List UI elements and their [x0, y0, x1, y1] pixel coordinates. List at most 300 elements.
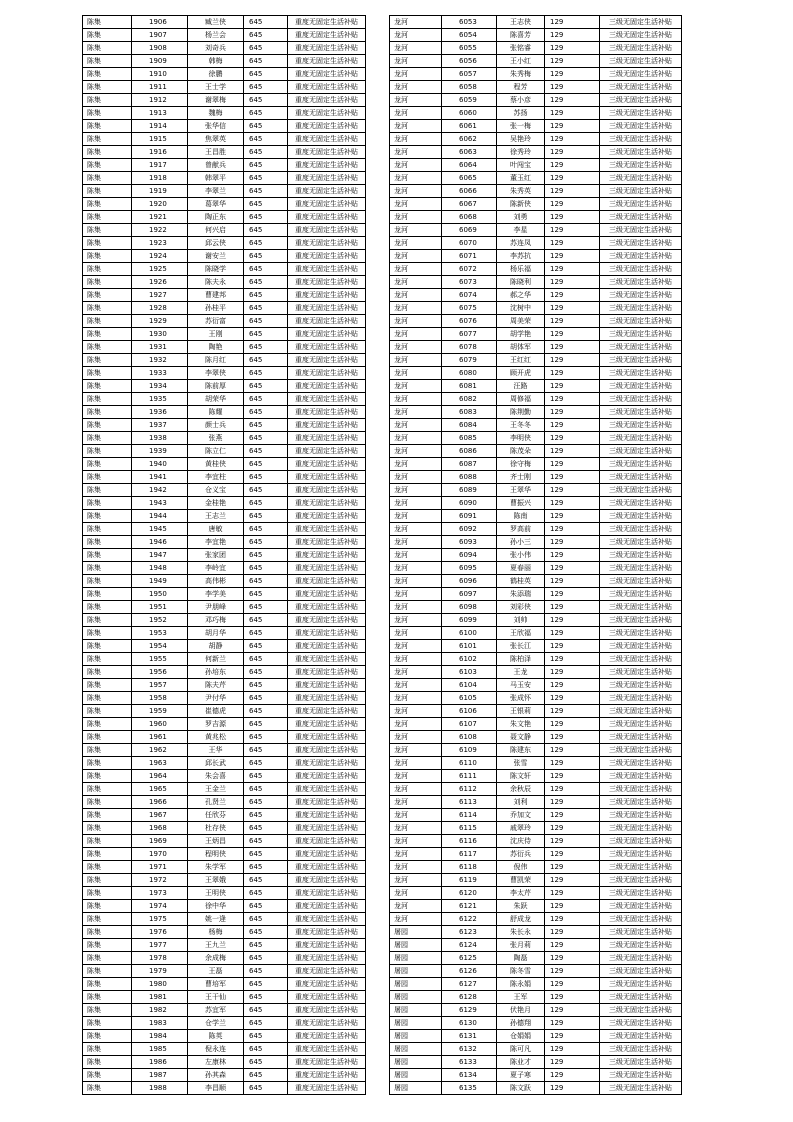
cell-subsidy-amount: 645: [244, 1056, 288, 1069]
cell-township: 龙河: [390, 601, 442, 614]
cell-person-name: 张月莉: [497, 939, 545, 952]
cell-record-number: 6064: [442, 159, 497, 172]
cell-township: 龙河: [390, 666, 442, 679]
cell-subsidy-type: 三级无固定生活补贴: [600, 965, 682, 978]
cell-township: 屠园: [390, 1069, 442, 1082]
cell-subsidy-type: 重度无固定生活补贴: [288, 601, 366, 614]
table-row: [390, 549, 682, 562]
cell-subsidy-type: 三级无固定生活补贴: [600, 640, 682, 653]
cell-subsidy-type: 重度无固定生活补贴: [288, 965, 366, 978]
cell-person-name: 陈文跃: [497, 1082, 545, 1095]
cell-subsidy-amount: 129: [545, 146, 600, 159]
table-row: [390, 770, 682, 783]
table-row: [83, 497, 366, 510]
cell-subsidy-amount: 645: [244, 952, 288, 965]
table-row: [390, 536, 682, 549]
cell-subsidy-type: 重度无固定生活补贴: [288, 224, 366, 237]
cell-subsidy-amount: 129: [545, 1030, 600, 1043]
cell-person-name: 朱文艳: [497, 718, 545, 731]
cell-township: 陈集: [83, 341, 132, 354]
table-row: [390, 445, 682, 458]
cell-subsidy-amount: 645: [244, 120, 288, 133]
cell-record-number: 6112: [442, 783, 497, 796]
cell-record-number: 1921: [132, 211, 188, 224]
cell-township: 陈集: [83, 1043, 132, 1056]
cell-subsidy-amount: 645: [244, 29, 288, 42]
cell-person-name: 刘勇: [497, 211, 545, 224]
cell-subsidy-amount: 129: [545, 510, 600, 523]
cell-subsidy-amount: 645: [244, 146, 288, 159]
cell-record-number: 1960: [132, 718, 188, 731]
cell-subsidy-amount: 645: [244, 81, 288, 94]
cell-record-number: 1962: [132, 744, 188, 757]
cell-subsidy-amount: 645: [244, 289, 288, 302]
cell-subsidy-amount: 645: [244, 367, 288, 380]
table-row: [83, 874, 366, 887]
cell-subsidy-amount: 129: [545, 900, 600, 913]
table-row: [390, 588, 682, 601]
cell-township: 陈集: [83, 406, 132, 419]
cell-person-name: 胡学艳: [497, 328, 545, 341]
table-row: [390, 562, 682, 575]
cell-subsidy-type: 重度无固定生活补贴: [288, 302, 366, 315]
table-row: [390, 1056, 682, 1069]
cell-person-name: 徐守梅: [497, 458, 545, 471]
cell-record-number: 6101: [442, 640, 497, 653]
cell-subsidy-type: 三级无固定生活补贴: [600, 289, 682, 302]
cell-subsidy-type: 重度无固定生活补贴: [288, 991, 366, 1004]
cell-township: 龙河: [390, 757, 442, 770]
cell-person-name: 王红红: [497, 354, 545, 367]
cell-subsidy-type: 三级无固定生活补贴: [600, 302, 682, 315]
cell-subsidy-amount: 129: [545, 68, 600, 81]
cell-township: 龙河: [390, 120, 442, 133]
table-row: [390, 666, 682, 679]
table-row: [390, 679, 682, 692]
cell-subsidy-amount: 129: [545, 315, 600, 328]
cell-record-number: 1923: [132, 237, 188, 250]
cell-subsidy-amount: 129: [545, 172, 600, 185]
cell-township: 陈集: [83, 731, 132, 744]
cell-subsidy-type: 三级无固定生活补贴: [600, 55, 682, 68]
cell-township: 龙河: [390, 172, 442, 185]
cell-township: 龙河: [390, 653, 442, 666]
cell-township: 陈集: [83, 653, 132, 666]
cell-subsidy-type: 三级无固定生活补贴: [600, 133, 682, 146]
cell-subsidy-type: 重度无固定生活补贴: [288, 874, 366, 887]
cell-township: 龙河: [390, 367, 442, 380]
cell-record-number: 6090: [442, 497, 497, 510]
cell-subsidy-amount: 129: [545, 419, 600, 432]
cell-township: 陈集: [83, 588, 132, 601]
cell-person-name: 蔡小彦: [497, 94, 545, 107]
cell-subsidy-amount: 645: [244, 276, 288, 289]
cell-person-name: 陈可凡: [497, 1043, 545, 1056]
cell-subsidy-amount: 129: [545, 757, 600, 770]
cell-subsidy-type: 重度无固定生活补贴: [288, 81, 366, 94]
cell-township: 龙河: [390, 809, 442, 822]
cell-subsidy-amount: 645: [244, 445, 288, 458]
cell-record-number: 6079: [442, 354, 497, 367]
table-row: [83, 822, 366, 835]
cell-person-name: 汪路: [497, 380, 545, 393]
cell-person-name: 张雪: [497, 757, 545, 770]
cell-person-name: 陈前厚: [188, 380, 244, 393]
cell-subsidy-type: 三级无固定生活补贴: [600, 718, 682, 731]
cell-record-number: 6118: [442, 861, 497, 874]
cell-subsidy-type: 三级无固定生活补贴: [600, 224, 682, 237]
cell-subsidy-type: 三级无固定生活补贴: [600, 796, 682, 809]
cell-subsidy-amount: 129: [545, 913, 600, 926]
cell-subsidy-amount: 645: [244, 601, 288, 614]
cell-record-number: 6085: [442, 432, 497, 445]
cell-subsidy-amount: 129: [545, 718, 600, 731]
cell-township: 陈集: [83, 133, 132, 146]
cell-subsidy-amount: 645: [244, 497, 288, 510]
cell-subsidy-type: 重度无固定生活补贴: [288, 341, 366, 354]
cell-subsidy-type: 重度无固定生活补贴: [288, 250, 366, 263]
cell-person-name: 崔德虎: [188, 705, 244, 718]
cell-record-number: 1956: [132, 666, 188, 679]
cell-township: 陈集: [83, 29, 132, 42]
cell-subsidy-type: 三级无固定生活补贴: [600, 445, 682, 458]
cell-record-number: 6057: [442, 68, 497, 81]
table-row: [390, 692, 682, 705]
cell-township: 龙河: [390, 913, 442, 926]
cell-subsidy-type: 三级无固定生活补贴: [600, 406, 682, 419]
cell-record-number: 1975: [132, 913, 188, 926]
cell-person-name: 戚翠玲: [497, 822, 545, 835]
table-row: [83, 354, 366, 367]
cell-subsidy-amount: 645: [244, 315, 288, 328]
cell-township: 陈集: [83, 861, 132, 874]
cell-person-name: 臧兰侠: [188, 16, 244, 29]
cell-subsidy-type: 三级无固定生活补贴: [600, 172, 682, 185]
cell-subsidy-type: 三级无固定生活补贴: [600, 484, 682, 497]
left-roster-body: [83, 16, 366, 1095]
table-row: [390, 848, 682, 861]
cell-township: 陈集: [83, 380, 132, 393]
table-row: [390, 133, 682, 146]
cell-subsidy-amount: 645: [244, 380, 288, 393]
cell-person-name: 罗高前: [497, 523, 545, 536]
cell-person-name: 杨乐福: [497, 263, 545, 276]
cell-subsidy-amount: 129: [545, 367, 600, 380]
cell-township: 龙河: [390, 497, 442, 510]
cell-subsidy-amount: 129: [545, 354, 600, 367]
cell-person-name: 李宜艳: [188, 536, 244, 549]
table-row: [390, 341, 682, 354]
cell-record-number: 6065: [442, 172, 497, 185]
cell-subsidy-amount: 129: [545, 159, 600, 172]
cell-record-number: 1988: [132, 1082, 188, 1095]
table-row: [390, 575, 682, 588]
cell-township: 屠园: [390, 1030, 442, 1043]
cell-subsidy-amount: 129: [545, 666, 600, 679]
table-row: [83, 965, 366, 978]
cell-subsidy-amount: 129: [545, 406, 600, 419]
cell-township: 陈集: [83, 783, 132, 796]
table-row: [83, 445, 366, 458]
cell-subsidy-type: 重度无固定生活补贴: [288, 68, 366, 81]
table-row: [390, 406, 682, 419]
cell-person-name: 沈庆侍: [497, 835, 545, 848]
table-row: [390, 276, 682, 289]
cell-record-number: 6078: [442, 341, 497, 354]
cell-subsidy-amount: 129: [545, 796, 600, 809]
cell-township: 龙河: [390, 679, 442, 692]
cell-township: 龙河: [390, 16, 442, 29]
cell-person-name: 王昌胜: [188, 146, 244, 159]
cell-subsidy-type: 重度无固定生活补贴: [288, 1082, 366, 1095]
cell-subsidy-type: 三级无固定生活补贴: [600, 744, 682, 757]
cell-township: 陈集: [83, 640, 132, 653]
cell-subsidy-amount: 645: [244, 42, 288, 55]
table-row: [83, 536, 366, 549]
cell-record-number: 1935: [132, 393, 188, 406]
cell-township: 陈集: [83, 328, 132, 341]
table-row: [390, 354, 682, 367]
cell-subsidy-amount: 645: [244, 575, 288, 588]
cell-township: 陈集: [83, 484, 132, 497]
cell-record-number: 6128: [442, 991, 497, 1004]
cell-subsidy-type: 重度无固定生活补贴: [288, 510, 366, 523]
cell-township: 龙河: [390, 419, 442, 432]
table-row: [390, 731, 682, 744]
cell-subsidy-type: 三级无固定生活补贴: [600, 1017, 682, 1030]
cell-person-name: 鹤桂英: [497, 575, 545, 588]
table-row: [390, 900, 682, 913]
cell-record-number: 6131: [442, 1030, 497, 1043]
cell-subsidy-type: 重度无固定生活补贴: [288, 315, 366, 328]
cell-subsidy-amount: 645: [244, 419, 288, 432]
cell-person-name: 董玉红: [497, 172, 545, 185]
table-row: [83, 263, 366, 276]
cell-person-name: 邱长武: [188, 757, 244, 770]
cell-person-name: 杨兰会: [188, 29, 244, 42]
cell-subsidy-amount: 129: [545, 237, 600, 250]
cell-subsidy-type: 重度无固定生活补贴: [288, 471, 366, 484]
cell-subsidy-type: 三级无固定生活补贴: [600, 536, 682, 549]
cell-subsidy-amount: 645: [244, 796, 288, 809]
cell-record-number: 6081: [442, 380, 497, 393]
cell-subsidy-type: 重度无固定生活补贴: [288, 484, 366, 497]
table-row: [390, 146, 682, 159]
cell-subsidy-type: 重度无固定生活补贴: [288, 458, 366, 471]
cell-record-number: 1983: [132, 1017, 188, 1030]
cell-subsidy-type: 三级无固定生活补贴: [600, 601, 682, 614]
cell-record-number: 1937: [132, 419, 188, 432]
cell-subsidy-type: 重度无固定生活补贴: [288, 835, 366, 848]
cell-record-number: 6116: [442, 835, 497, 848]
table-row: [83, 757, 366, 770]
cell-subsidy-amount: 645: [244, 939, 288, 952]
cell-subsidy-amount: 129: [545, 536, 600, 549]
table-row: [390, 42, 682, 55]
table-row: [83, 367, 366, 380]
cell-record-number: 1931: [132, 341, 188, 354]
cell-person-name: 杜存侠: [188, 822, 244, 835]
cell-record-number: 1919: [132, 185, 188, 198]
cell-record-number: 6063: [442, 146, 497, 159]
cell-subsidy-amount: 129: [545, 991, 600, 1004]
cell-subsidy-amount: 645: [244, 68, 288, 81]
cell-subsidy-type: 三级无固定生活补贴: [600, 900, 682, 913]
cell-township: 屠园: [390, 1056, 442, 1069]
cell-subsidy-type: 重度无固定生活补贴: [288, 146, 366, 159]
table-row: [83, 81, 366, 94]
cell-record-number: 1910: [132, 68, 188, 81]
table-row: [390, 1017, 682, 1030]
cell-subsidy-amount: 129: [545, 549, 600, 562]
cell-township: 龙河: [390, 94, 442, 107]
cell-subsidy-type: 三级无固定生活补贴: [600, 549, 682, 562]
cell-subsidy-amount: 645: [244, 562, 288, 575]
cell-township: 陈集: [83, 146, 132, 159]
cell-record-number: 1944: [132, 510, 188, 523]
cell-record-number: 6121: [442, 900, 497, 913]
cell-record-number: 1922: [132, 224, 188, 237]
table-row: [83, 575, 366, 588]
cell-record-number: 6069: [442, 224, 497, 237]
cell-subsidy-type: 重度无固定生活补贴: [288, 406, 366, 419]
cell-subsidy-type: 三级无固定生活补贴: [600, 627, 682, 640]
cell-record-number: 1981: [132, 991, 188, 1004]
cell-person-name: 陈晓利: [497, 276, 545, 289]
cell-subsidy-amount: 129: [545, 484, 600, 497]
cell-person-name: 夏春丽: [497, 562, 545, 575]
cell-subsidy-type: 重度无固定生活补贴: [288, 887, 366, 900]
cell-person-name: 苏衍富: [188, 315, 244, 328]
cell-subsidy-type: 重度无固定生活补贴: [288, 159, 366, 172]
table-row: [83, 640, 366, 653]
table-row: [83, 1043, 366, 1056]
cell-township: 陈集: [83, 887, 132, 900]
cell-township: 陈集: [83, 796, 132, 809]
cell-subsidy-amount: 645: [244, 614, 288, 627]
cell-record-number: 1959: [132, 705, 188, 718]
cell-subsidy-type: 重度无固定生活补贴: [288, 575, 366, 588]
cell-subsidy-type: 三级无固定生活补贴: [600, 354, 682, 367]
cell-subsidy-type: 重度无固定生活补贴: [288, 263, 366, 276]
table-row: [83, 29, 366, 42]
cell-subsidy-type: 三级无固定生活补贴: [600, 562, 682, 575]
cell-record-number: 6132: [442, 1043, 497, 1056]
cell-township: 屠园: [390, 991, 442, 1004]
cell-record-number: 1947: [132, 549, 188, 562]
cell-subsidy-type: 三级无固定生活补贴: [600, 16, 682, 29]
cell-subsidy-type: 三级无固定生活补贴: [600, 913, 682, 926]
cell-subsidy-type: 三级无固定生活补贴: [600, 185, 682, 198]
cell-person-name: 孙其森: [188, 1069, 244, 1082]
cell-record-number: 1952: [132, 614, 188, 627]
cell-subsidy-amount: 129: [545, 640, 600, 653]
table-row: [390, 614, 682, 627]
cell-subsidy-amount: 645: [244, 341, 288, 354]
cell-record-number: 1946: [132, 536, 188, 549]
table-row: [390, 991, 682, 1004]
cell-record-number: 1945: [132, 523, 188, 536]
cell-subsidy-type: 重度无固定生活补贴: [288, 627, 366, 640]
cell-person-name: 张小伟: [497, 549, 545, 562]
cell-township: 陈集: [83, 1030, 132, 1043]
cell-record-number: 6082: [442, 393, 497, 406]
cell-record-number: 6117: [442, 848, 497, 861]
cell-person-name: 曾献兵: [188, 159, 244, 172]
right-roster-table: [389, 15, 682, 1095]
table-row: [390, 952, 682, 965]
cell-township: 龙河: [390, 874, 442, 887]
cell-record-number: 1907: [132, 29, 188, 42]
cell-township: 龙河: [390, 614, 442, 627]
cell-subsidy-type: 重度无固定生活补贴: [288, 29, 366, 42]
cell-person-name: 王磊: [188, 965, 244, 978]
cell-subsidy-type: 三级无固定生活补贴: [600, 679, 682, 692]
table-row: [83, 458, 366, 471]
cell-person-name: 孙德翔: [497, 1017, 545, 1030]
cell-township: 龙河: [390, 861, 442, 874]
table-row: [390, 250, 682, 263]
cell-person-name: 陈文轩: [497, 770, 545, 783]
cell-subsidy-type: 三级无固定生活补贴: [600, 159, 682, 172]
cell-person-name: 曹建邦: [188, 289, 244, 302]
table-row: [390, 523, 682, 536]
cell-subsidy-amount: 645: [244, 744, 288, 757]
cell-township: 龙河: [390, 900, 442, 913]
cell-subsidy-type: 三级无固定生活补贴: [600, 328, 682, 341]
cell-record-number: 6129: [442, 1004, 497, 1017]
cell-subsidy-type: 三级无固定生活补贴: [600, 510, 682, 523]
cell-subsidy-type: 三级无固定生活补贴: [600, 1056, 682, 1069]
cell-township: 陈集: [83, 705, 132, 718]
table-row: [83, 835, 366, 848]
cell-subsidy-amount: 645: [244, 588, 288, 601]
cell-subsidy-amount: 129: [545, 471, 600, 484]
cell-subsidy-type: 重度无固定生活补贴: [288, 354, 366, 367]
cell-record-number: 6092: [442, 523, 497, 536]
cell-person-name: 陈茂朵: [497, 445, 545, 458]
cell-subsidy-amount: 645: [244, 393, 288, 406]
right-roster-body: [390, 16, 682, 1095]
cell-township: 龙河: [390, 315, 442, 328]
cell-subsidy-type: 三级无固定生活补贴: [600, 874, 682, 887]
cell-township: 陈集: [83, 94, 132, 107]
cell-record-number: 6134: [442, 1069, 497, 1082]
table-row: [83, 770, 366, 783]
cell-record-number: 6107: [442, 718, 497, 731]
cell-township: 陈集: [83, 159, 132, 172]
cell-township: 陈集: [83, 666, 132, 679]
cell-township: 陈集: [83, 601, 132, 614]
cell-subsidy-amount: 129: [545, 198, 600, 211]
cell-record-number: 6108: [442, 731, 497, 744]
cell-subsidy-amount: 645: [244, 874, 288, 887]
cell-person-name: 魏梅: [188, 107, 244, 120]
cell-township: 陈集: [83, 991, 132, 1004]
cell-subsidy-amount: 645: [244, 133, 288, 146]
cell-record-number: 6125: [442, 952, 497, 965]
cell-person-name: 尹付华: [188, 692, 244, 705]
cell-person-name: 陈柏泽: [497, 653, 545, 666]
table-row: [83, 94, 366, 107]
cell-subsidy-type: 三级无固定生活补贴: [600, 367, 682, 380]
cell-township: 陈集: [83, 172, 132, 185]
cell-subsidy-amount: 129: [545, 133, 600, 146]
cell-township: 陈集: [83, 419, 132, 432]
table-row: [390, 302, 682, 315]
cell-record-number: 1969: [132, 835, 188, 848]
cell-township: 龙河: [390, 29, 442, 42]
